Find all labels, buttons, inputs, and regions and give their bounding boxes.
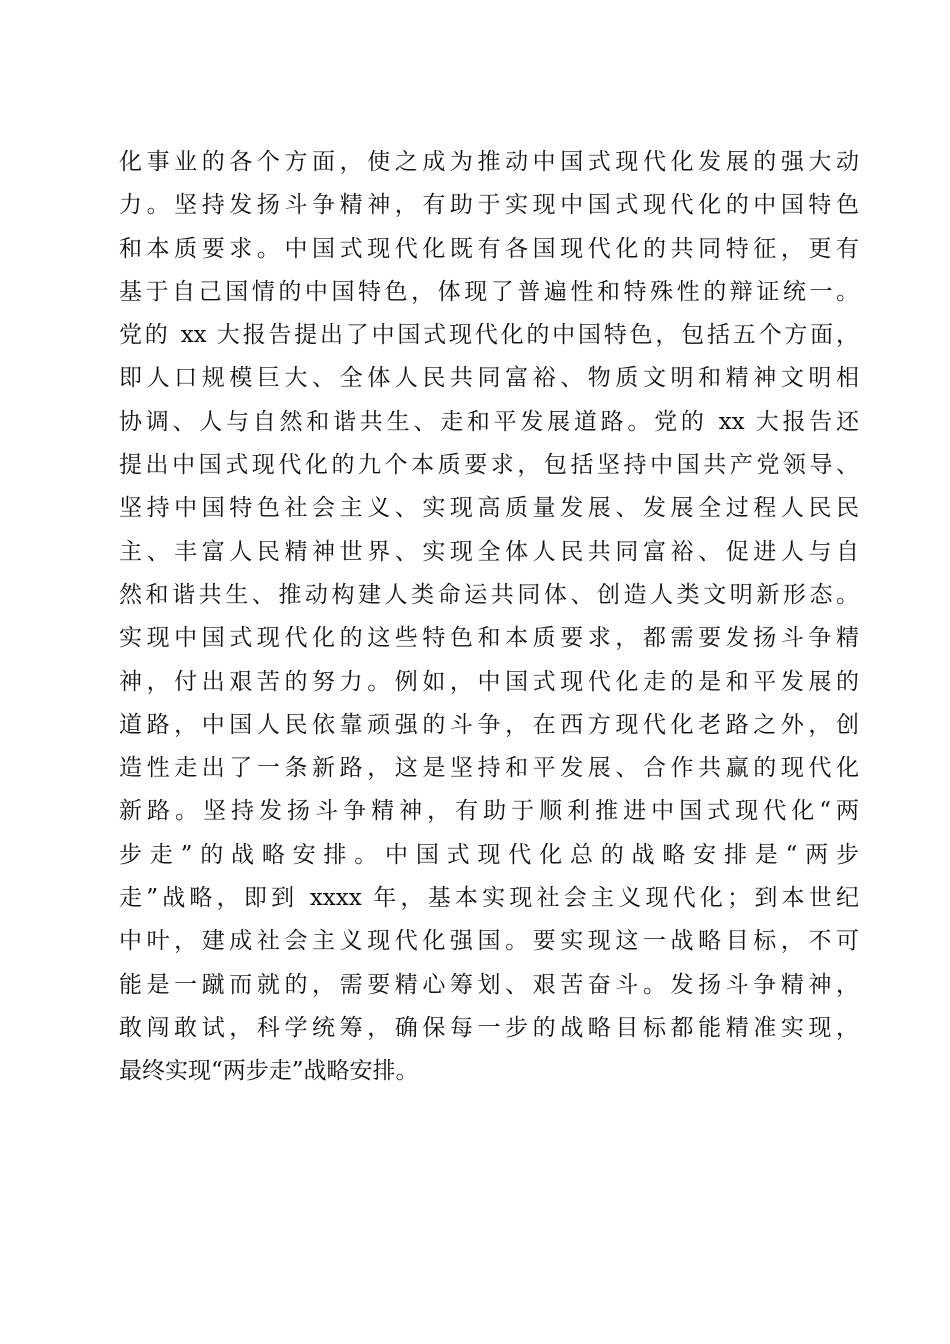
text-line: 力。坚持发扬斗争精神，有助于实现中国式现代化的中国特色 xyxy=(119,192,859,219)
text-line: 步走”的战略安排。中国式现代化总的战略安排是“两步 xyxy=(119,841,859,868)
text-line: 主、丰富人民精神世界、实现全体人民共同富裕、促进人与自 xyxy=(119,538,859,565)
text-line: 造性走出了一条新路，这是坚持和平发展、合作共赢的现代化 xyxy=(119,755,859,782)
text-line: 新路。坚持发扬斗争精神，有助于顺利推进中国式现代化“两 xyxy=(119,798,859,825)
text-line: 然和谐共生、推动构建人类命运共同体、创造人类文明新形态。 xyxy=(119,581,859,608)
text-line: 实现中国式现代化的这些特色和本质要求，都需要发扬斗争精 xyxy=(119,625,859,652)
text-line: 和本质要求。中国式现代化既有各国现代化的共同特征，更有 xyxy=(119,235,859,262)
text-line: 即人口规模巨大、全体人民共同富裕、物质文明和精神文明相 xyxy=(119,365,859,392)
text-line: 道路，中国人民依靠顽强的斗争，在西方现代化老路之外，创 xyxy=(119,711,859,738)
text-line: 走”战略，即到 xxxx 年，基本实现社会主义现代化；到本世纪 xyxy=(119,885,859,912)
text-line: 神，付出艰苦的努力。例如，中国式现代化走的是和平发展的 xyxy=(119,668,859,695)
text-line: 敢闯敢试，科学统筹，确保每一步的战略目标都能精准实现， xyxy=(119,1014,859,1041)
text-line: 中叶，建成社会主义现代化强国。要实现这一战略目标，不可 xyxy=(119,928,859,955)
text-line: 最终实现“两步走”战略安排。 xyxy=(119,1058,419,1085)
text-line: 党的 xx 大报告提出了中国式现代化的中国特色，包括五个方面， xyxy=(119,322,859,349)
text-line: 提出中国式现代化的九个本质要求，包括坚持中国共产党领导、 xyxy=(119,452,859,479)
body-text xyxy=(119,141,859,1094)
text-line: 协调、人与自然和谐共生、走和平发展道路。党的 xx 大报告还 xyxy=(119,408,859,435)
text-line: 坚持中国特色社会主义、实现高质量发展、发展全过程人民民 xyxy=(119,495,859,522)
text-line: 基于自己国情的中国特色，体现了普遍性和特殊性的辩证统一。 xyxy=(119,278,859,305)
text-line: 能是一蹴而就的，需要精心筹划、艰苦奋斗。发扬斗争精神， xyxy=(119,971,859,998)
text-line: 化事业的各个方面，使之成为推动中国式现代化发展的强大动 xyxy=(119,149,859,175)
